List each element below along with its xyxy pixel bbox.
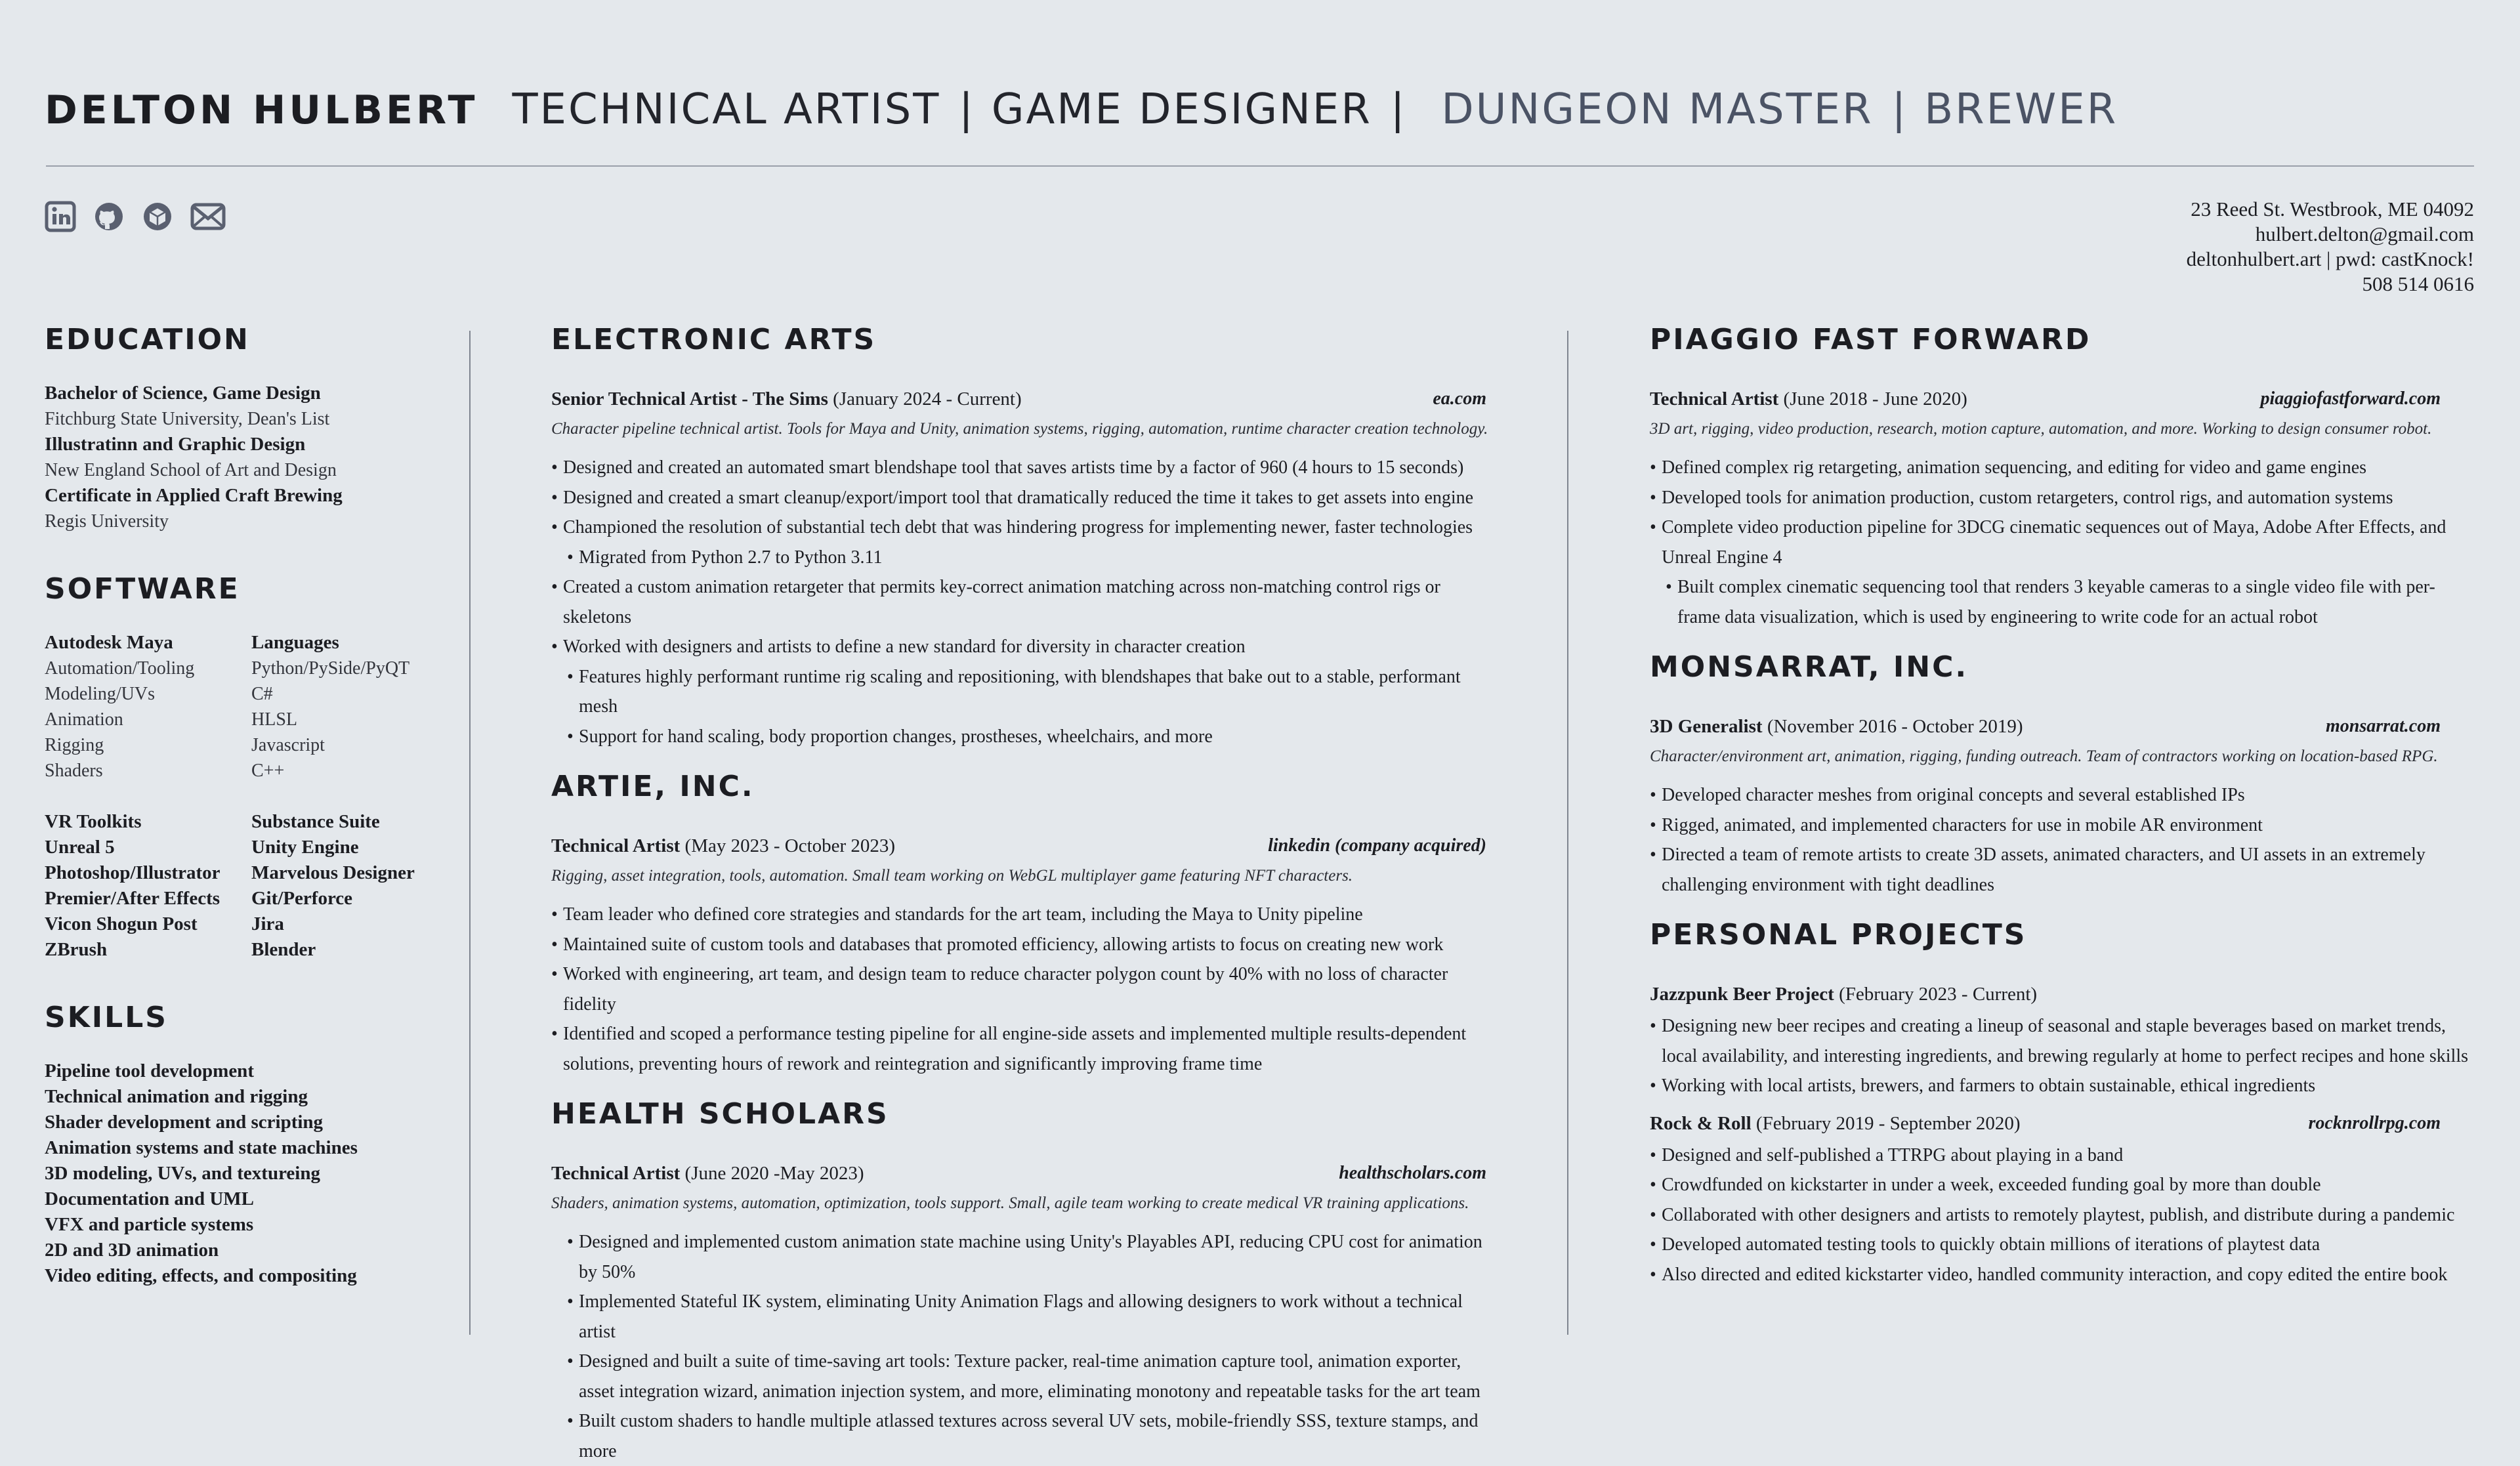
- software-item: Marvelous Designer: [251, 862, 415, 883]
- social-links: [45, 201, 222, 232]
- email-address[interactable]: hulbert.delton@gmail.com: [2255, 222, 2474, 245]
- software-item: Unity Engine: [251, 837, 359, 858]
- portfolio-site[interactable]: deltonhulbert.art | pwd: castKnock!: [2186, 247, 2474, 270]
- bullet: • Developed automated testing tools to quickly obtain millions of iterations of playtest data: [1650, 1230, 2477, 1260]
- sub-bullet: • Designed and implemented custom animation state machine using Unity's Playables API, reducing CPU cost for animation by 50%: [551, 1227, 1486, 1287]
- job-position: Senior Technical Artist - The Sims: [551, 388, 828, 409]
- section-heading-skills: SKILLS: [45, 1001, 168, 1034]
- job-dates: (June 2020 -May 2023): [684, 1163, 864, 1184]
- project-title-row: [1650, 1110, 2441, 1137]
- software-item: Autodesk Maya: [45, 632, 173, 653]
- bullet: • Crowdfunded on kickstarter in under a week, exceeded funding goal by more than double: [1650, 1170, 2477, 1200]
- separator: |: [959, 85, 973, 134]
- software-item: Jira: [251, 913, 284, 934]
- bullet: • Maintained suite of custom tools and databases that promoted efficiency, allowing artists to focus on creating new work: [551, 930, 1486, 960]
- job-monsarrat: [1650, 713, 2441, 900]
- bullet: • Designed and created an automated smart blendshape tool that saves artists time by a factor of 960 (4 hours to 15 seconds): [551, 453, 1486, 483]
- sub-bullet: • Built custom shaders to handle multiple atlassed textures across several UV sets, mobile-friendly SSS, texture stamps, and more: [551, 1406, 1486, 1466]
- degree: Illustratinn and Graphic Design: [45, 434, 306, 455]
- skill-item: Video editing, effects, and compositing: [45, 1265, 357, 1286]
- bullet: • Team leader who defined core strategies and standards for the art team, including the Maya to Unity pipeline: [551, 900, 1486, 930]
- project-name: Rock & Roll: [1650, 1112, 1752, 1134]
- project-name: Jazzpunk Beer Project: [1650, 984, 1834, 1005]
- company-link[interactable]: piaggiofastforward.com: [2260, 388, 2441, 409]
- education-list: [45, 381, 452, 534]
- bullet: • Also directed and edited kickstarter video, handled community interaction, and copy edited the entire book: [1650, 1260, 2477, 1290]
- sub-bullet: • Support for hand scaling, body proportion changes, prostheses, wheelchairs, and more: [551, 722, 1486, 752]
- sub-bullet: • Migrated from Python 2.7 to Python 3.11: [551, 543, 1486, 573]
- bullet: • Complete video production pipeline for 3DCG cinematic sequences out of Maya, Adobe After Effects, and Unreal Engine 4: [1650, 513, 2477, 572]
- job-title-row: [1650, 386, 2441, 412]
- bullet: • Championed the resolution of substantial tech debt that was hindering progress for implementing newer, faster technologies: [551, 513, 1486, 543]
- project-link[interactable]: rocknrollrpg.com: [2308, 1112, 2441, 1133]
- job-electronic-arts: [551, 386, 1486, 751]
- section-heading-software: SOFTWARE: [45, 572, 240, 606]
- job-title-row: [551, 1160, 1486, 1186]
- degree: Certificate in Applied Craft Brewing: [45, 485, 343, 506]
- job-bullets: [1650, 780, 2477, 900]
- role-brewer: BREWER: [1924, 85, 2118, 134]
- contact-info: [2187, 197, 2474, 297]
- bullet: • Collaborated with other designers and artists to remotely playtest, publish, and distribute during a pandemic: [1650, 1200, 2477, 1230]
- section-heading-artie: ARTIE, INC.: [551, 770, 755, 803]
- phone-number: 508 514 0616: [2362, 272, 2474, 295]
- skill-item: 2D and 3D animation: [45, 1240, 219, 1261]
- job-position: Technical Artist: [1650, 388, 1779, 409]
- bullet: • Created a custom animation retargeter that permits key-correct animation matching across non-matching control rigs or skeletons: [551, 572, 1486, 632]
- job-title-row: [551, 386, 1486, 412]
- section-heading-personal-projects: PERSONAL PROJECTS: [1650, 918, 2027, 952]
- software-item: Unreal 5: [45, 837, 115, 858]
- bullet: • Worked with designers and artists to define a new standard for diversity in character creation: [551, 632, 1486, 662]
- header: [45, 85, 2118, 134]
- bullet: • Developed character meshes from original concepts and several established IPs: [1650, 780, 2477, 810]
- section-heading-education: EDUCATION: [45, 323, 250, 356]
- job-description: Shaders, animation systems, automation, optimization, tools support. Small, agile team working to create medical VR training applications.: [551, 1194, 1469, 1212]
- software-subitem: Modeling/UVs: [45, 684, 155, 704]
- job-description: Character pipeline technical artist. Tools for Maya and Unity, animation systems, rigging, automation, runtime character creation technology.: [551, 420, 1488, 438]
- software-subitem: Rigging: [45, 735, 104, 755]
- role-technical-artist: TECHNICAL ARTIST: [512, 85, 941, 134]
- bullet: • Worked with engineering, art team, and design team to reduce character polygon count by 40% with no loss of character fidelity: [551, 959, 1486, 1019]
- job-artie: [551, 833, 1486, 1079]
- school: Regis University: [45, 511, 169, 532]
- github-icon[interactable]: [93, 201, 125, 232]
- software-item: Languages: [251, 632, 339, 653]
- software-item: VR Toolkits: [45, 811, 142, 832]
- school: Fitchburg State University, Dean's List: [45, 409, 330, 429]
- job-title-row: [1650, 713, 2441, 740]
- job-position: Technical Artist: [551, 835, 681, 856]
- job-position: 3D Generalist: [1650, 716, 1763, 737]
- skill-item: Animation systems and state machines: [45, 1137, 358, 1158]
- skill-item: Documentation and UML: [45, 1188, 255, 1209]
- company-link[interactable]: linkedin (company acquired): [1268, 835, 1486, 856]
- software-subitem: C#: [251, 684, 273, 704]
- sub-bullet: • Features highly performant runtime rig scaling and repositioning, with blendshapes that bake out to a stable, performant mesh: [551, 662, 1486, 722]
- skill-item: 3D modeling, UVs, and textureing: [45, 1163, 320, 1184]
- software-subitem: Automation/Tooling: [45, 658, 195, 679]
- sub-bullet: • Implemented Stateful IK system, eliminating Unity Animation Flags and allowing designers to work without a technical artist: [551, 1287, 1486, 1347]
- separator: |: [1390, 85, 1405, 134]
- job-title-row: [551, 833, 1486, 859]
- project-title-row: [1650, 981, 2441, 1007]
- skill-item: Technical animation and rigging: [45, 1086, 308, 1107]
- company-link[interactable]: ea.com: [1433, 388, 1486, 409]
- company-link[interactable]: healthscholars.com: [1339, 1163, 1486, 1183]
- project-dates: (February 2019 - September 2020): [1755, 1112, 2021, 1134]
- software-item: Substance Suite: [251, 811, 380, 832]
- artstation-cube-icon[interactable]: [142, 201, 173, 232]
- job-piaggio: [1650, 386, 2446, 632]
- job-position: Technical Artist: [551, 1163, 681, 1184]
- software-item: Blender: [251, 939, 316, 960]
- school: New England School of Art and Design: [45, 460, 337, 480]
- column-divider: [469, 331, 471, 1335]
- header-divider: [46, 165, 2474, 167]
- software-subitem: Animation: [45, 709, 123, 730]
- project-bullets: [1650, 1011, 2477, 1101]
- sub-bullet: • Designed and built a suite of time-saving art tools: Texture packer, real-time animation capture tool, animation exporter, asset integration wizard, animation injection system, and more, eliminating monotony and repeatable tasks for the art team: [551, 1347, 1486, 1406]
- bullet: • Designed and created a smart cleanup/export/import tool that dramatically reduced the time it takes to get assets into engine: [551, 483, 1486, 513]
- column-divider: [1567, 331, 1568, 1335]
- job-bullets: [1650, 453, 2477, 632]
- project-jazzpunk: [1650, 981, 2469, 1101]
- bullet: • Designing new beer recipes and creating a lineup of seasonal and staple beverages based on market trends, local availability, and interesting ingredients, and brewing regularly at home to perfect recipes and hone skills: [1650, 1011, 2477, 1071]
- bullet: • Directed a team of remote artists to create 3D assets, animated characters, and UI assets in an extremely challenging environment with tight deadlines: [1650, 840, 2477, 900]
- skill-item: Shader development and scripting: [45, 1112, 324, 1133]
- job-bullets: [551, 1227, 1486, 1466]
- bullet: • Working with local artists, brewers, and farmers to obtain sustainable, ethical ingredients: [1650, 1071, 2477, 1101]
- job-dates: (May 2023 - October 2023): [684, 835, 896, 856]
- degree: Bachelor of Science, Game Design: [45, 383, 321, 404]
- bullet: • Defined complex rig retargeting, animation sequencing, and editing for video and game engines: [1650, 453, 2477, 483]
- software-subitem: Javascript: [251, 735, 325, 755]
- project-bullets: [1650, 1141, 2477, 1290]
- sub-bullet: • Built complex cinematic sequencing tool that renders 3 keyable cameras to a single video file with per-frame data visualization, which is used by engineering to write code for an actual robot: [1650, 572, 2477, 632]
- right-column: [1650, 322, 2477, 1289]
- section-heading-monsarrat: MONSARRAT, INC.: [1650, 650, 1969, 684]
- email-icon[interactable]: [190, 201, 222, 232]
- section-heading-electronic-arts: ELECTRONIC ARTS: [551, 323, 877, 356]
- job-dates: (June 2018 - June 2020): [1783, 388, 1967, 409]
- bullet: • Developed tools for animation production, custom retargeters, control rigs, and automation systems: [1650, 483, 2477, 513]
- bullet: • Designed and self-published a TTRPG about playing in a band: [1650, 1141, 2477, 1171]
- section-heading-piaggio: PIAGGIO FAST FORWARD: [1650, 323, 2091, 356]
- project-dates: (February 2023 - Current): [1839, 984, 2038, 1005]
- software-subitem: HLSL: [251, 709, 297, 730]
- job-description: Rigging, asset integration, tools, automation. Small team working on WebGL multiplayer game featuring NFT characters.: [551, 867, 1353, 885]
- middle-column: [551, 322, 1536, 1466]
- skills-list: [45, 1058, 452, 1289]
- software-item: Photoshop/Illustrator: [45, 862, 220, 883]
- software-item: ZBrush: [45, 939, 108, 960]
- software-subitem: Python/PySide/PyQT: [251, 658, 410, 679]
- left-column: [45, 322, 452, 1289]
- linkedin-icon[interactable]: [45, 201, 76, 232]
- software-item: Vicon Shogun Post: [45, 913, 198, 934]
- address: 23 Reed St. Westbrook, ME 04092: [2191, 198, 2474, 220]
- job-bullets: [551, 453, 1486, 751]
- job-description: Character/environment art, animation, rigging, funding outreach. Team of contractors working on location-based RPG.: [1650, 747, 2438, 765]
- job-bullets: [551, 900, 1486, 1079]
- job-dates: (January 2024 - Current): [833, 388, 1022, 409]
- separator: |: [1891, 85, 1906, 134]
- job-health-scholars: [551, 1160, 1486, 1466]
- software-subitem: C++: [251, 761, 285, 781]
- skill-item: Pipeline tool development: [45, 1060, 254, 1081]
- role-dungeon-master: DUNGEON MASTER: [1441, 85, 1874, 134]
- company-link[interactable]: monsarrat.com: [2325, 716, 2441, 736]
- job-dates: (November 2016 - October 2019): [1767, 716, 2023, 737]
- applicant-name: DELTON HULBERT: [45, 87, 478, 133]
- software-item: Git/Perforce: [251, 888, 353, 909]
- bullet: • Identified and scoped a performance testing pipeline for all engine-side assets and implemented multiple results-dependent solutions, preventing hours of rework and reintegration and significantly improving frame time: [551, 1019, 1486, 1079]
- job-description: 3D art, rigging, video production, research, motion capture, automation, and more. Working to design consumer robot.: [1650, 420, 2432, 438]
- skill-item: VFX and particle systems: [45, 1214, 254, 1235]
- role-game-designer: GAME DESIGNER: [991, 85, 1372, 134]
- software-subitem: Shaders: [45, 761, 103, 781]
- software-list: [45, 630, 452, 963]
- bullet: • Rigged, animated, and implemented characters for use in mobile AR environment: [1650, 810, 2477, 841]
- software-item: Premier/After Effects: [45, 888, 220, 909]
- project-rock-and-roll: [1650, 1110, 2455, 1290]
- section-heading-health-scholars: HEALTH SCHOLARS: [551, 1097, 889, 1131]
